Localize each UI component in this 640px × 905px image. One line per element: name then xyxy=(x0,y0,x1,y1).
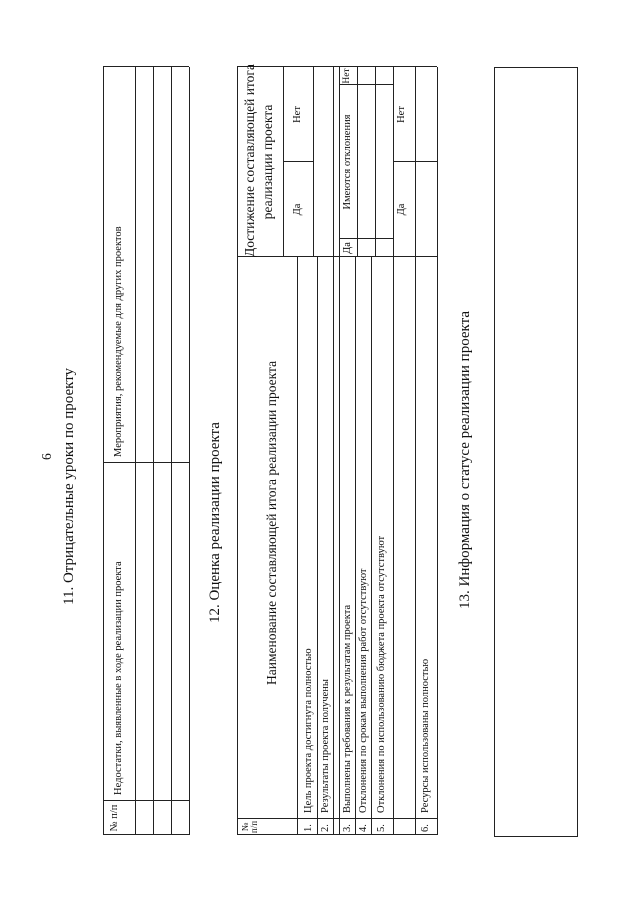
page-number: 6 xyxy=(39,453,54,460)
subheader-deviations: Имеются отклонения xyxy=(342,114,353,210)
col-header-achievement-2: реализации проекта xyxy=(260,104,275,220)
col-header-measures: Мероприятия, рекомендуемые для других проектов xyxy=(113,226,124,457)
row-num-6: 6. xyxy=(420,824,431,832)
col-header-num: № п/п xyxy=(109,804,120,832)
row-name-5: Отклонения по использованию бюджета проекта отсутствуют xyxy=(376,535,387,813)
row-num-1: 1. xyxy=(303,824,314,832)
section-13-title: 13. Информация о статусе реализации проекта xyxy=(457,310,473,609)
subheader-no: Нет xyxy=(342,68,352,84)
table-negative-lessons xyxy=(103,67,189,835)
row-name-3: Выполнены требования к результатам проекта xyxy=(342,604,353,813)
row-name-6: Ресурсы использованы полностью xyxy=(420,658,431,813)
subheader2-no: Нет xyxy=(396,106,407,123)
row-num-4: 4. xyxy=(358,824,369,832)
row-num-3: 3. xyxy=(342,824,353,832)
row-name-1: Цель проекта достигнута полностью xyxy=(303,648,314,813)
subheader-yes: Да xyxy=(342,242,353,254)
subheader2-yes: Да xyxy=(396,203,407,216)
section-11-title: 11. Отрицательные уроки по проекту xyxy=(61,367,77,605)
section-12-title: 12. Оценка реализации проекта xyxy=(207,422,223,623)
col-header-name-12: Наименование составляющей итога реализации проекта xyxy=(264,360,279,685)
table-project-evaluation xyxy=(237,64,437,835)
row-name-4: Отклонения по срокам выполнения работ отсутствуют xyxy=(358,568,369,813)
col-header-yes: Да xyxy=(292,203,303,216)
col-header-no: Нет xyxy=(292,106,303,123)
status-info-box xyxy=(494,67,578,837)
col-header-num-12: № п/п xyxy=(240,820,260,834)
col-header-shortcomings: Недостатки, выявленные в ходе реализации проекта xyxy=(113,561,124,795)
row-name-2: Результаты проекта получены xyxy=(320,679,331,813)
row-num-5: 5. xyxy=(376,824,387,832)
col-header-achievement-1: Достижение составляющей итога xyxy=(242,64,257,257)
row-num-2: 2. xyxy=(320,824,331,832)
